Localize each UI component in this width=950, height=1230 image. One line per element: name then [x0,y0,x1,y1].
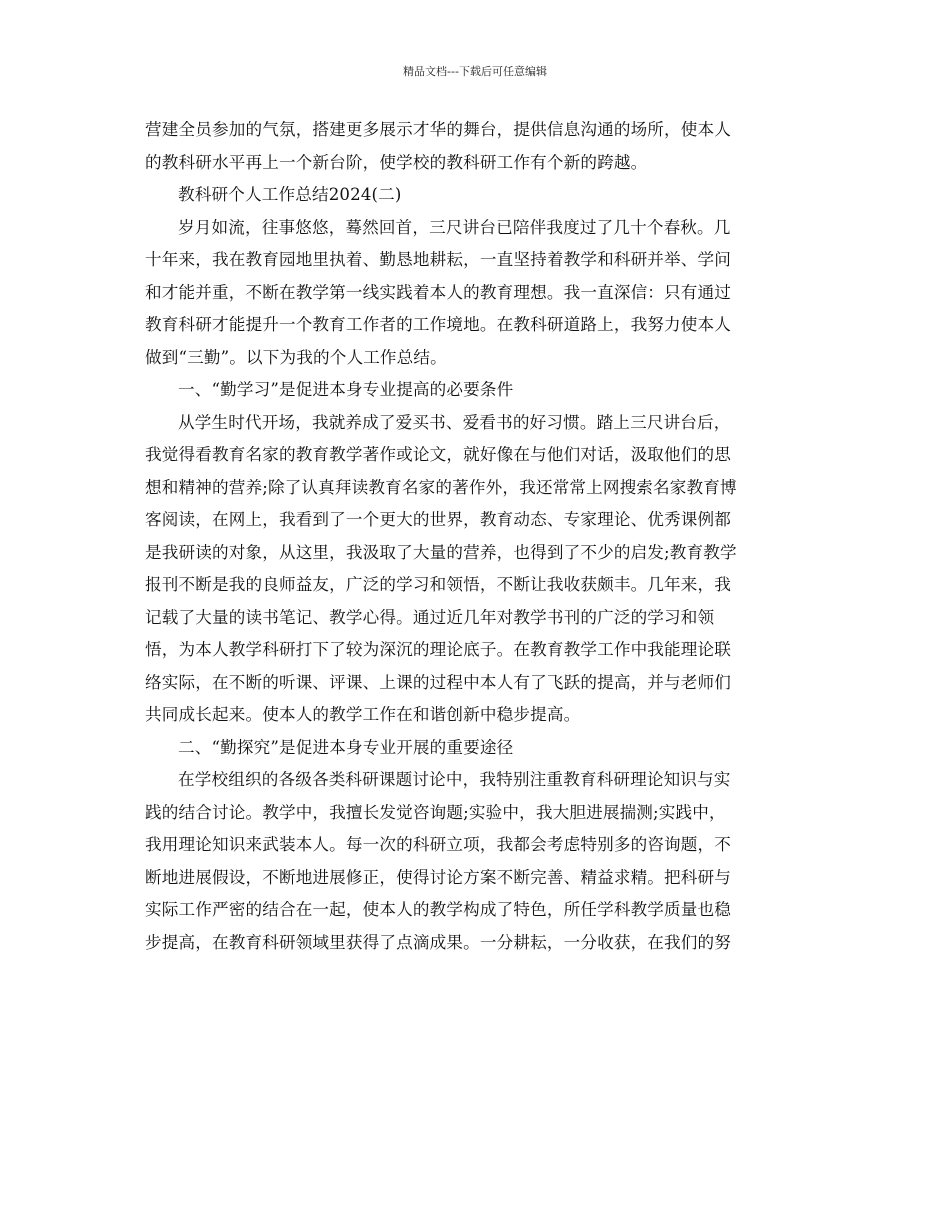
text-line: 做到“三勤”。以下为我的个人工作总结。 [145,347,447,367]
text-line: 客阅读，在网上，我看到了一个更大的世界，教育动态、专家理论、优秀课例都 [145,510,732,529]
text-line: 在学校组织的各级各类科研课题讨论中，我特别注重教育科研理论知识与实 [178,770,731,789]
text-line: 十年来，我在教育园地里执着、勤恳地耕耘，一直坚持着教学和科研并举、学问 [145,250,732,269]
text-line: 实际工作严密的结合在一起，使本人的教学构成了特色，所任学科教学质量也稳 [145,900,732,919]
text-line: 步提高，在教育科研领域里获得了点滴成果。一分耕耘，一分收获，在我们的努 [145,932,732,952]
text-line: 悟，为本人教学科研打下了较为深沉的理论底子。在教育教学工作中我能理论联 [145,640,732,659]
text-line: 营建全员参加的气氛，搭建更多展示才华的舞台，提供信息沟通的场所，使本人 [145,120,732,139]
text-line: 的教科研水平再上一个新台阶，使学校的教科研工作有个新的跨越。 [145,152,648,172]
text-line: 和才能并重，不断在教学第一线实践着本人的教育理想。我一直深信：只有通过 [145,282,732,302]
document-body [145,114,807,959]
text-line: 岁月如流，往事悠悠，蓦然回首，三尺讲台已陪伴我度过了几十个春秋。几 [178,217,731,237]
text-line: 是我研读的对象，从这里，我汲取了大量的营养，也得到了不少的启发;教育教学 [145,542,737,562]
text-line: 报刊不断是我的良师益友，广泛的学习和领悟，不断让我收获颇丰。几年来，我 [145,575,732,594]
text-line: 一、“勤学习”是促进本身专业提高的必要条件 [178,380,514,399]
text-line: 络实际，在不断的听课、评课、上课的过程中本人有了飞跃的提高，并与老师们 [145,672,732,692]
text-line: 共同成长起来。使本人的教学工作在和谐创新中稳步提高。 [145,705,581,724]
text-line: 我用理论知识来武装本人。每一次的科研立项，我都会考虑特别多的咨询题，不 [145,835,732,854]
page-header: 精品文档---下载后可任意编辑 [403,65,547,78]
text-line: 教科研个人工作总结2024(二) [178,185,402,204]
text-line: 从学生时代开场，我就养成了爱买书、爱看书的好习惯。踏上三尺讲台后， [178,412,731,432]
text-line: 记载了大量的读书笔记、教学心得。通过近几年对教学书刊的广泛的学习和领 [145,607,715,627]
text-line: 二、“勤探究”是促进本身专业开展的重要途径 [178,737,514,757]
text-line: 想和精神的营养;除了认真拜读教育名家的著作外，我还常常上网搜索名家教育博 [145,477,737,497]
text-line: 我觉得看教育名家的教育教学著作或论文，就好像在与他们对话，汲取他们的思 [145,445,732,464]
text-line: 教育科研才能提升一个教育工作者的工作境地。在教科研道路上，我努力使本人 [145,315,732,334]
text-line: 践的结合讨论。教学中，我擅长发觉咨询题;实验中，我大胆进展揣测;实践中， [145,802,726,822]
text-line: 断地进展假设，不断地进展修正，使得讨论方案不断完善、精益求精。把科研与 [145,867,732,887]
